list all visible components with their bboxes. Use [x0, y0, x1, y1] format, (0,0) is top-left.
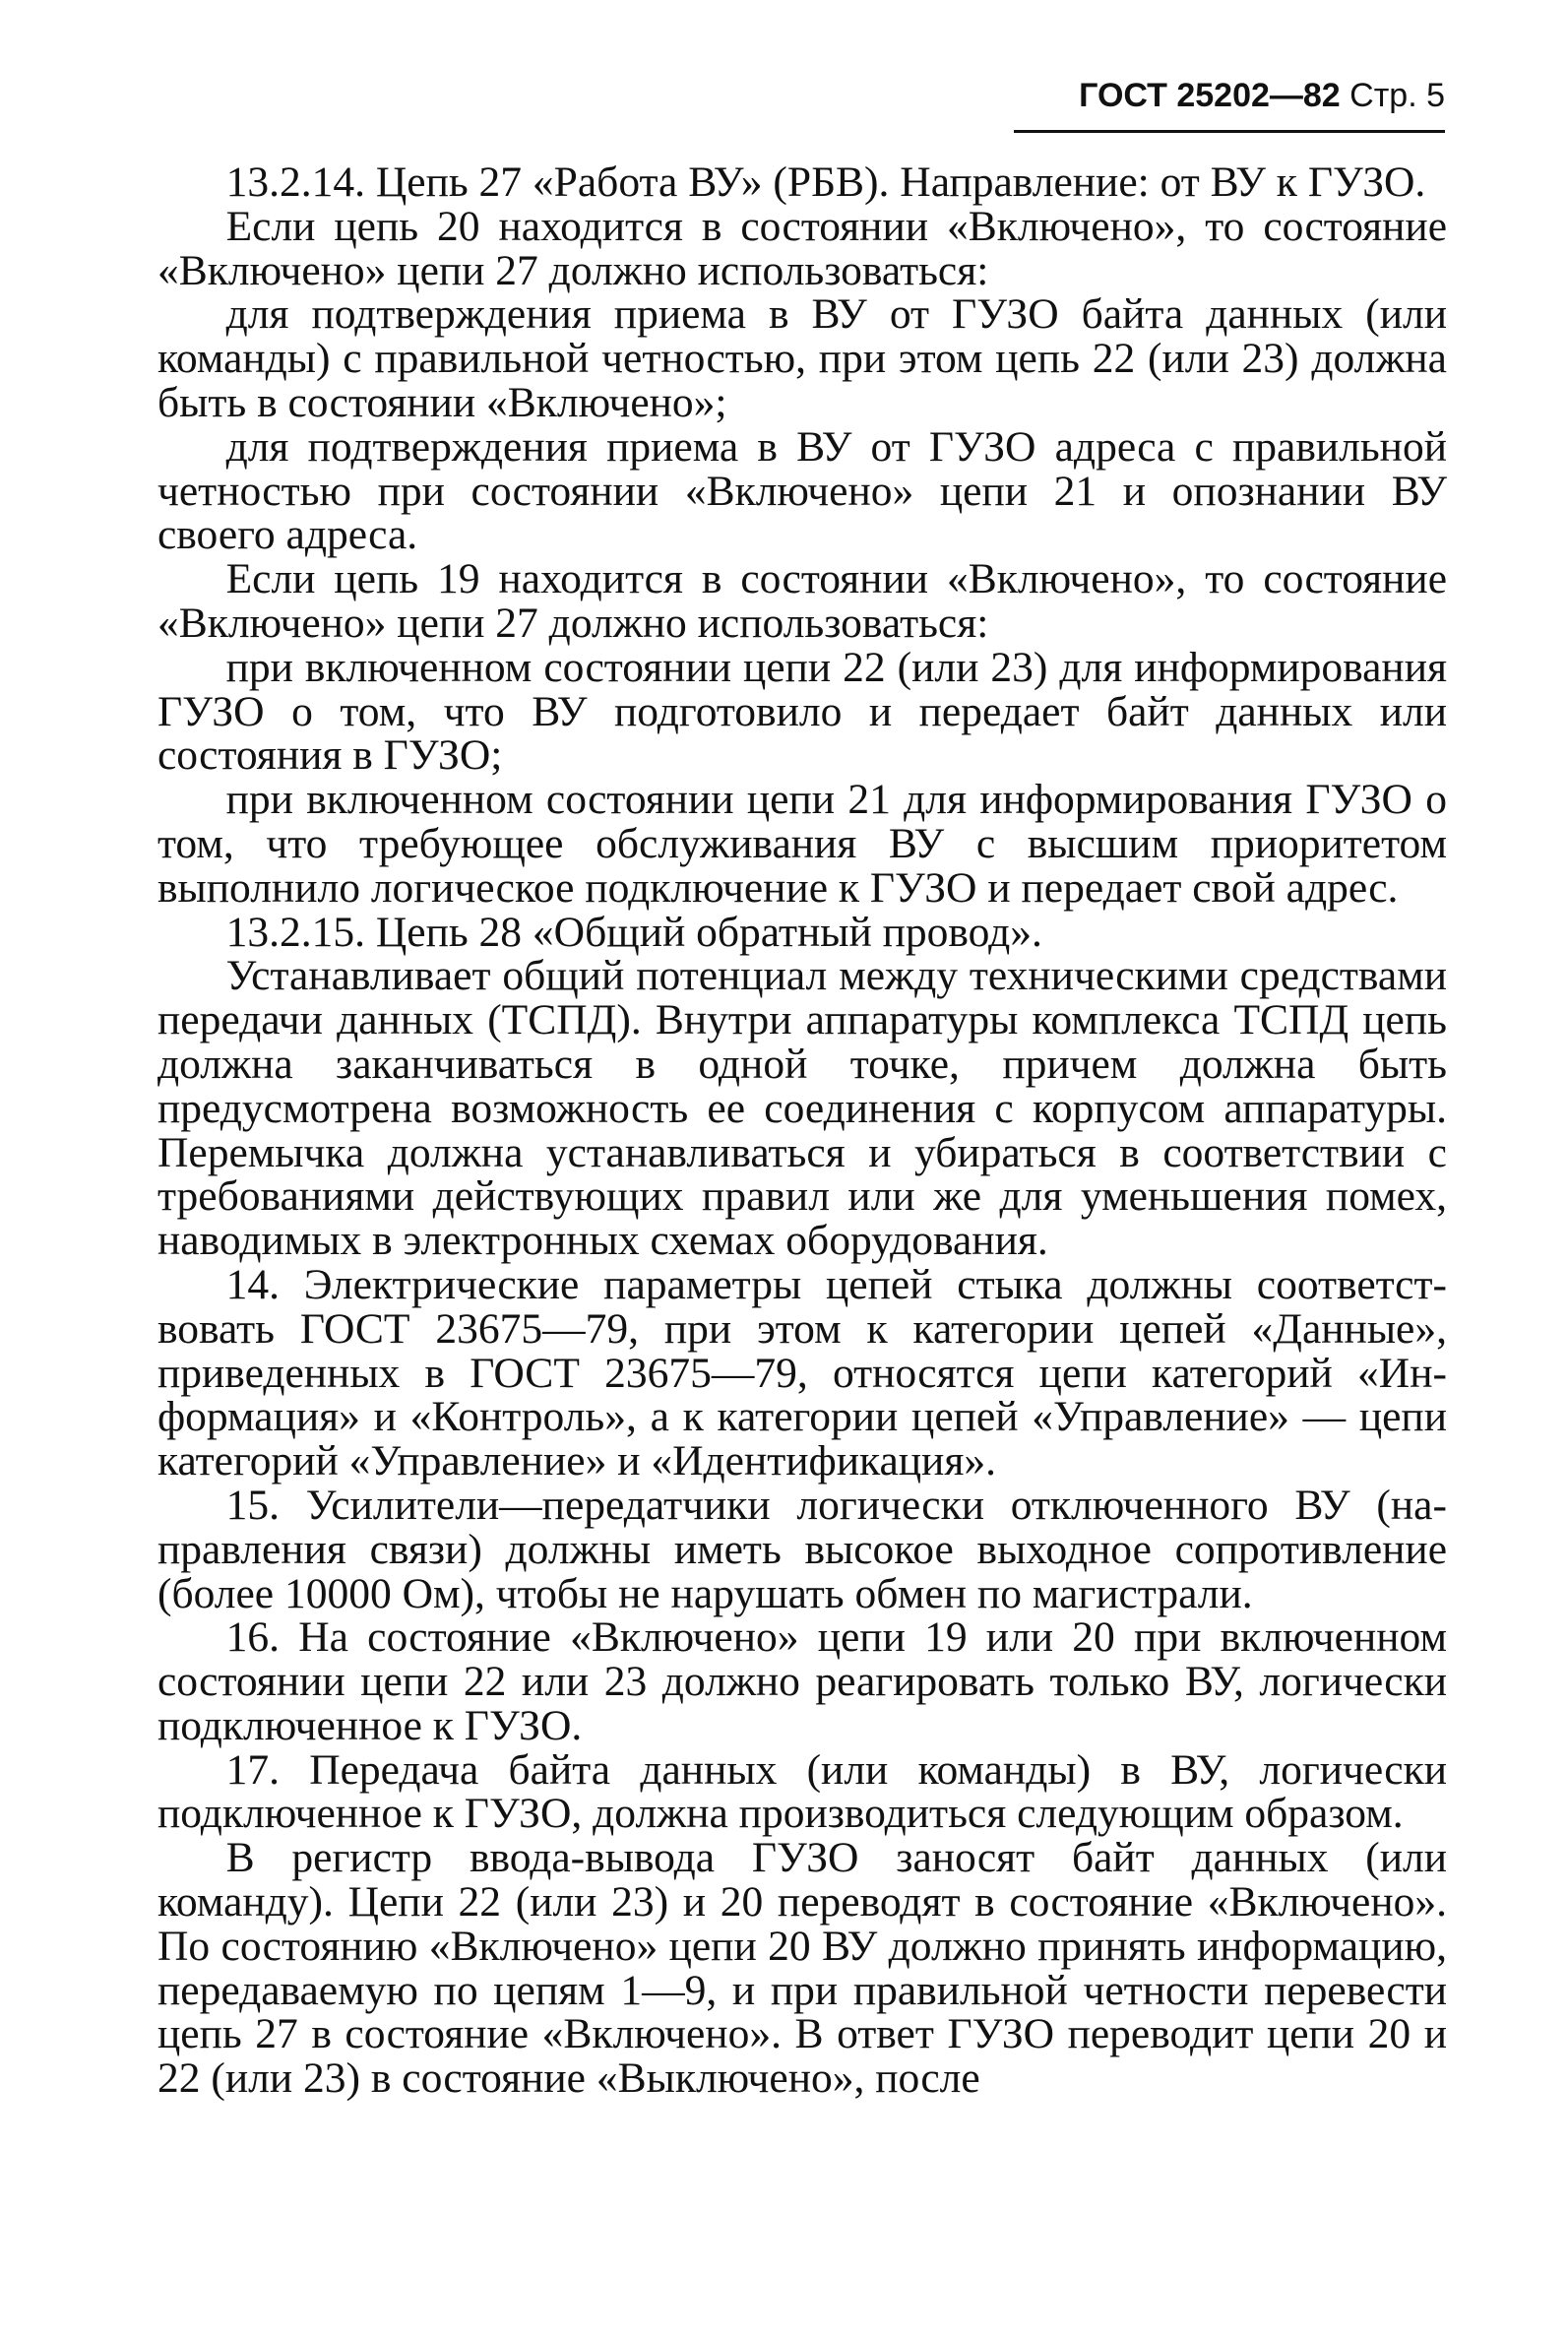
paragraph: В регистр ввода-вывода ГУЗО заносят байт данных (или команду). Цепи 22 (или 23) и 20 переводят в состояние «Включено». По состоянию «Включено» цепи 20 ВУ должно принять информацию, передаваемую по цепям 1—9, и при правильной четности перевести цепь 27 в состояние «Включено». В ответ ГУЗО переводит цепи 20 и 22 (или 23) в состояние «Выключено», после: [157, 1834, 1447, 2103]
paragraph-15: 15. Усилители—передатчики логически отключенного ВУ (направления связи) должны иметь высокое выходное сопротивление (более 10000 Ом), чтобы не нарушать обмен по магистрали.: [157, 1481, 1447, 1617]
header-rule: [1014, 130, 1445, 133]
paragraph: для подтверждения приема в ВУ от ГУЗО адреса с правильной четностью при состоянии «Включено» цепи 21 и опознании ВУ своего адреса.: [157, 422, 1447, 559]
paragraph: Если цепь 19 находится в состоянии «Включено», то состояние «Включено» цепи 27 должно использоваться:: [157, 555, 1447, 647]
paragraph: при включенном состоянии цепи 22 (или 23) для информирования ГУЗО о том, что ВУ подготовило и передает байт данных или состояния в ГУЗО;: [157, 643, 1447, 780]
paragraph-13-2-15: 13.2.15. Цепь 28 «Общий обратный провод».: [225, 908, 1042, 956]
paragraph-14: 14. Электрические параметры цепей стыка должны соответствовать ГОСТ 23675—79, при этом к категории цепей «Данные», приведенных в ГОСТ 23675—79, относятся цепи категорий «Информация» и «Контроль», а к категории цепей «Управление» — цепи категорий «Управление» и «Идентификация».: [157, 1260, 1447, 1485]
paragraph: Устанавливает общий потенциал между техническими средствами передачи данных (ТСПД). Внутри аппаратуры комплекса ТСПД цепь должна заканчиваться в одной точке, причем должна быть предусмотрена возможность ее соединения с корпусом аппаратуры. Перемычка должна устанавливаться и убираться в соответствии с требованиями действующих правил или же для уменьшения помех, наводимых в электронных схемах оборудования.: [157, 952, 1447, 1265]
paragraph-16: 16. На состояние «Включено» цепи 19 или 20 при включенном состоянии цепи 22 или 23 должно реагировать только ВУ, логически подключенное к ГУЗО.: [157, 1613, 1447, 1749]
paragraph: Если цепь 20 находится в состоянии «Включено», то состояние «Включено» цепи 27 должно использоваться:: [157, 202, 1447, 294]
body-text: [157, 160, 1447, 2101]
standard-number: ГОСТ 25202—82: [1079, 77, 1341, 114]
paragraph-13-2-14: 13.2.14. Цепь 27 «Работа ВУ» (РБВ). Направление: от ВУ к ГУЗО.: [225, 158, 1426, 206]
paragraph-17: 17. Передача байта данных (или команды) в ВУ, логически подключенное к ГУЗО, должна производиться следующим образом.: [157, 1745, 1447, 1838]
page-header: [1079, 77, 1445, 115]
paragraph: при включенном состоянии цепи 21 для информирования ГУЗО о том, что требующее обслуживания ВУ с высшим приоритетом выполнило логическое подключение к ГУЗО и передает свой адрес.: [157, 776, 1447, 912]
paragraph: для подтверждения приема в ВУ от ГУЗО байта данных (или команды) с правильной четностью, при этом цепь 22 (или 23) должна быть в состоянии «Включено»;: [157, 290, 1447, 426]
page-number: Стр. 5: [1349, 77, 1445, 114]
